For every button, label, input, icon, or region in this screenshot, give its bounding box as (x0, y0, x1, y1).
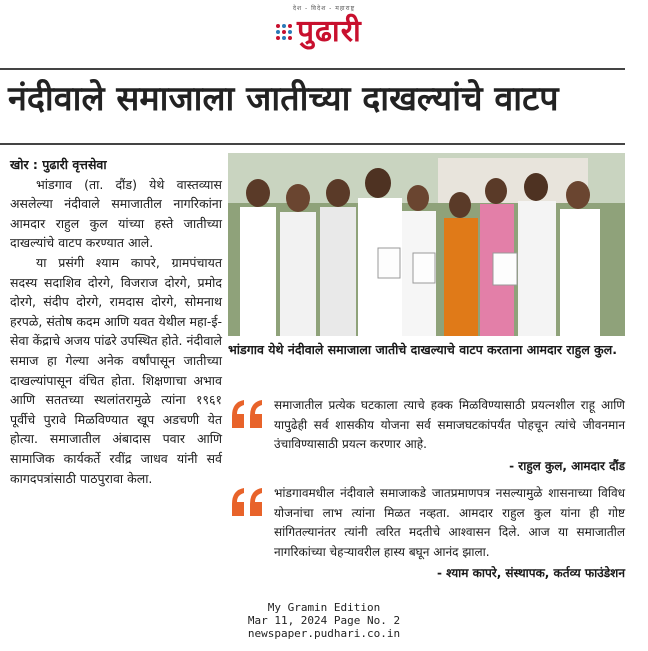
masthead (0, 0, 648, 62)
footer-url[interactable]: newspaper.pudhari.co.in (247, 627, 401, 640)
footer-edition: My Gramin Edition (267, 601, 381, 614)
quote-block-1 (228, 396, 625, 476)
logo-dots-icon (274, 22, 294, 42)
news-photo (228, 153, 625, 336)
photo-illustration (228, 153, 625, 336)
quote-attribution-2: - श्याम कापरे, संस्थापक, कर्तव्य फाउंडेशन (436, 566, 625, 580)
article-body (10, 155, 222, 488)
body-paragraph-2: या प्रसंगी श्याम कापरे, ग्रामपंचायत सदस्य सदाशिव दोरगे, विजराज दोरगे, प्रमोद दोरगे, संदीप दोरगे, रामदास दोरगे, सोमनाथ हरपळे, संतोष कदम आणि यवत येथील महा-ई-सेवा केंद्राचे अजय पांढरे उपस्थित होते. नंदीवाले समाज हा गेल्या अनेक वर्षांपासून जातीच्या दाखल्यांपासून वंचित होता. शिक्षणाचा अभाव आणि सततच्या स्थलांतरामुळे त्यांना १९६१ पूर्वीचे पुरावे मिळविण्यात खूप अडचणी येत होत्या. समाजातील अंबादास पवार आणि सामाजिक कार्यकर्ते रवींद्र जाधव यांनी सर्व कागदपत्रांसाठी पाठपुरावा केला. (10, 254, 222, 486)
quote-attribution-1: - राहुल कुल, आमदार दौंड (509, 458, 625, 473)
quote-mark-icon (228, 396, 268, 432)
masthead-tagline: देश - विदेश - महाराष्ट्र (292, 5, 356, 12)
headline: नंदीवाले समाजाला जातीच्या दाखल्यांचे वाटप (8, 79, 559, 119)
pudhari-logo[interactable] (274, 12, 362, 52)
quote-block-2 (228, 484, 625, 584)
top-rule (0, 68, 625, 70)
footer-date-page: Mar 11, 2024 Page No. 2 (247, 614, 401, 627)
byline: खोर : पुढारी वृत्तसेवा (10, 157, 107, 172)
quote-text-2: भांडगावमधील नंदीवाले समाजाकडे जातप्रमाणपत्र नसल्यामुळे शासनाच्या विविध योजनांचा लाभ त्यांना मिळत नव्हता. आमदार राहुल कुल यांना ही गोष्ट सांगितल्यानंतर त्यांनी त्वरित मदतीचे आश्वासन दिले. आज या समाजातील नागरिकांच्या चेहऱ्यावरील हास्य बघून आनंद झाला. (274, 486, 625, 559)
body-paragraph-1: भांडगाव (ता. दौंड) येथे वास्तव्यास असलेल्या नंदीवाले समाजातील नागरिकांना आमदार राहुल कुल यांच्या हस्ते जातीच्या दाखल्यांचे वाटप करण्यात आले. (10, 176, 222, 251)
headline-rule (0, 143, 625, 145)
quote-text-1: समाजातील प्रत्येक घटकाला त्याचे हक्क मिळविण्यासाठी प्रयत्नशील राहू आणि यापुढेही सर्व शासकीय योजना सर्व समाजघटकांपर्यंत पोहचून त्यांचे जीवनमान उंचाविण्यासाठी प्रयत्न करणार आहे. (274, 398, 625, 451)
edition-footer (0, 601, 648, 640)
photo-caption: भांडगाव येथे नंदीवाले समाजाला जातीचे दाखल्याचे वाटप करताना आमदार राहुल कुल. (228, 342, 617, 357)
logo-text: पुढारी (297, 14, 362, 49)
quote-mark-icon (228, 484, 268, 520)
